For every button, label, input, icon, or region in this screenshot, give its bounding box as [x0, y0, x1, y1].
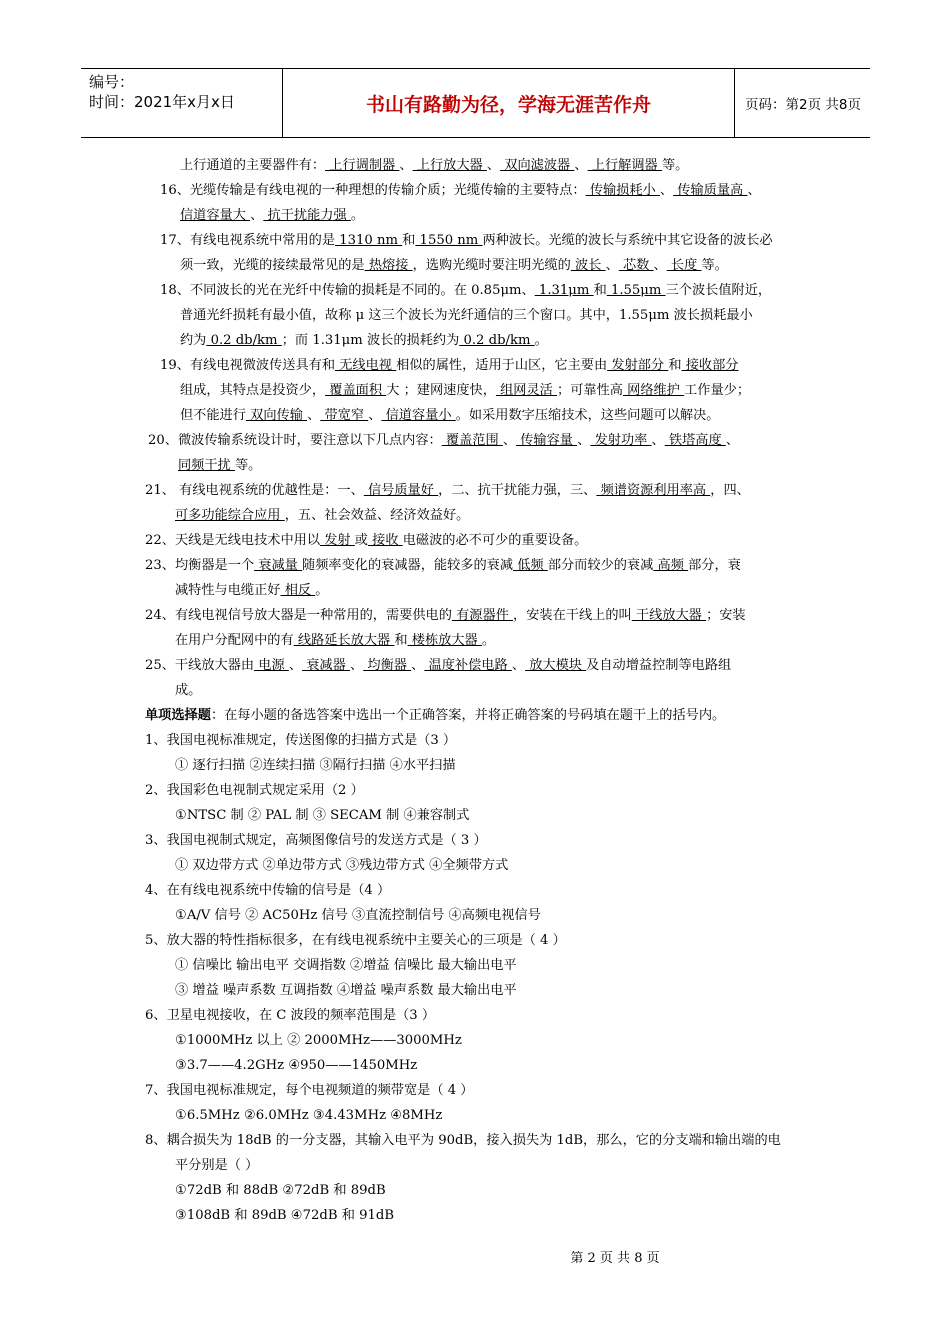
text-line: ① 双边带方式 ②单边带方式 ③残边带方式 ④全频带方式: [175, 858, 509, 873]
text-line: 须一致，光缆的接续最常见的是 热熔接 ，选购光缆时要注明光缆的 波长 、 芯数 、 长度 等。: [180, 258, 728, 273]
text-line: 可多功能综合应用 ，五、社会效益、经济效益好。: [175, 508, 470, 523]
text-line: 17、有线电视系统中常用的是 1310 nm 和 1550 nm 两种波长。光缆的波长与系统中其它设备的波长必: [160, 233, 773, 248]
text-line: ①NTSC 制 ② PAL 制 ③ SECAM 制 ④兼容制式: [175, 808, 470, 823]
text-line: 8、耦合损失为 18dB 的一分支器，其输入电平为 90dB，接入损失为 1dB，那么，它的分支端和输出端的电: [145, 1133, 781, 1148]
text-line: 2、我国彩色电视制式规定采用（2 ）: [145, 783, 364, 798]
text-line: 单项选择题：在每小题的备选答案中选出一个正确答案，并将正确答案的号码填在题干上的括号内。: [145, 708, 726, 723]
text-line: ③ 增益 噪声系数 互调指数 ④增益 噪声系数 最大输出电平: [175, 983, 517, 998]
text-line: 7、我国电视标准规定，每个电视频道的频带宽是（ 4 ）: [145, 1083, 474, 1098]
text-line: 但不能进行 双向传输 、 带宽窄 、 信道容量小 。如采用数字压缩技术，这些问题可以解决。: [180, 408, 720, 423]
time-label: 时间：2021年x月x日: [89, 93, 235, 111]
text-line: 信道容量大 、 抗干扰能力强 。: [180, 208, 365, 223]
text-line: 组成，其特点是投资少， 覆盖面积 大 ；建网速度快， 组网灵活 ；可靠性高 网络维护 工作量少；: [180, 383, 751, 398]
text-line: 23、均衡器是一个 衰减量 随频率变化的衰减器，能较多的衰减 低频 部分而较少的衰减 高频 部分，衰: [145, 558, 741, 573]
text-line: 在用户分配网中的有 线路延长放大器 和 楼栋放大器 。: [175, 633, 496, 648]
text-line: 6、卫星电视接收，在 C 波段的频率范围是（3 ）: [145, 1008, 436, 1023]
text-line: 普通光纤损耗有最小值，故称 μ 这三个波长为光纤通信的三个窗口。其中，1.55μm 波长损耗最小: [180, 308, 753, 323]
footer-page-number: 第 2 页 共 8 页: [570, 1251, 660, 1266]
text-line: 22、天线是无线电技术中用以 发射 或 接收 电磁波的必不可少的重要设备。: [145, 533, 588, 548]
text-line: 18、不同波长的光在光纤中传输的损耗是不同的。在 0.85μm、 1.31μm 和 1.55μm 三个波长值附近，: [160, 283, 772, 298]
text-line: 4、在有线电视系统中传输的信号是（4 ）: [145, 883, 391, 898]
text-line: ① 信噪比 输出电平 交调指数 ②增益 信噪比 最大输出电平: [175, 958, 517, 973]
text-line: ③108dB 和 89dB ④72dB 和 91dB: [175, 1208, 395, 1223]
text-line: ①1000MHz 以上 ② 2000MHz——3000MHz: [175, 1033, 462, 1048]
text-line: 5、放大器的特性指标很多，在有线电视系统中主要关心的三项是（ 4 ）: [145, 933, 566, 948]
text-line: 3、我国电视制式规定，高频图像信号的发送方式是（ 3 ）: [145, 833, 487, 848]
text-line: 上行通道的主要器件有： 上行调制器 、 上行放大器 、 双向滤波器 、 上行解调器 等。: [180, 158, 689, 173]
text-line: 同频干扰 等。: [178, 458, 262, 473]
header-table: [81, 68, 870, 138]
text-line: 21、 有线电视系统的优越性是：一、 信号质量好 ，二、抗干扰能力强，三、 频谱资源利用率高 ，四、: [145, 483, 750, 498]
motto: 书山有路勤为径，学海无涯苦作舟: [283, 69, 735, 137]
text-line: 1、我国电视标准规定，传送图像的扫描方式是（3 ）: [145, 733, 457, 748]
text-line: ①A/V 信号 ② AC50Hz 信号 ③直流控制信号 ④高频电视信号: [175, 908, 541, 923]
header-left-cell: [81, 69, 283, 137]
text-line: ③3.7——4.2GHz ④950——1450MHz: [175, 1058, 418, 1073]
text-line: 24、有线电视信号放大器是一种常用的，需要供电的 有源器件 ，安装在干线上的叫 干线放大器 ；安装: [145, 608, 746, 623]
number-label: 编号：: [89, 73, 135, 91]
text-line: 成。: [175, 683, 202, 698]
text-line: 16、光缆传输是有线电视的一种理想的传输介质；光缆传输的主要特点： 传输损耗小 、 传输质量高 、: [160, 183, 761, 198]
text-line: 约为 0.2 db/km ；而 1.31μm 波长的损耗约为 0.2 db/km 。: [180, 333, 548, 348]
text-line: 25、干线放大器由 电源 、 衰减器 、 均衡器 、 温度补偿电路 、 放大模块 及自动增益控制等电路组: [145, 658, 732, 673]
page-footer: [0, 1247, 950, 1266]
text-line: 减特性与电缆正好 相反 。: [175, 583, 329, 598]
page-label: 页码：第2页 共8页: [745, 97, 861, 113]
text-line: 19、有线电视微波传送具有和 无线电视 相似的属性，适用于山区，它主要由 发射部分 和 接收部分: [160, 358, 739, 373]
text-line: ①72dB 和 88dB ②72dB 和 89dB: [175, 1183, 386, 1198]
text-line: ①6.5MHz ②6.0MHz ③4.43MHz ④8MHz: [175, 1108, 443, 1123]
text-line: 平分别是（ ）: [175, 1158, 259, 1173]
text-line: ① 逐行扫描 ②连续扫描 ③隔行扫描 ④水平扫描: [175, 758, 456, 773]
text-line: 20、微波传输系统设计时，要注意以下几点内容： 覆盖范围 、 传输容量 、 发射功率 、 铁塔高度 、: [148, 433, 740, 448]
